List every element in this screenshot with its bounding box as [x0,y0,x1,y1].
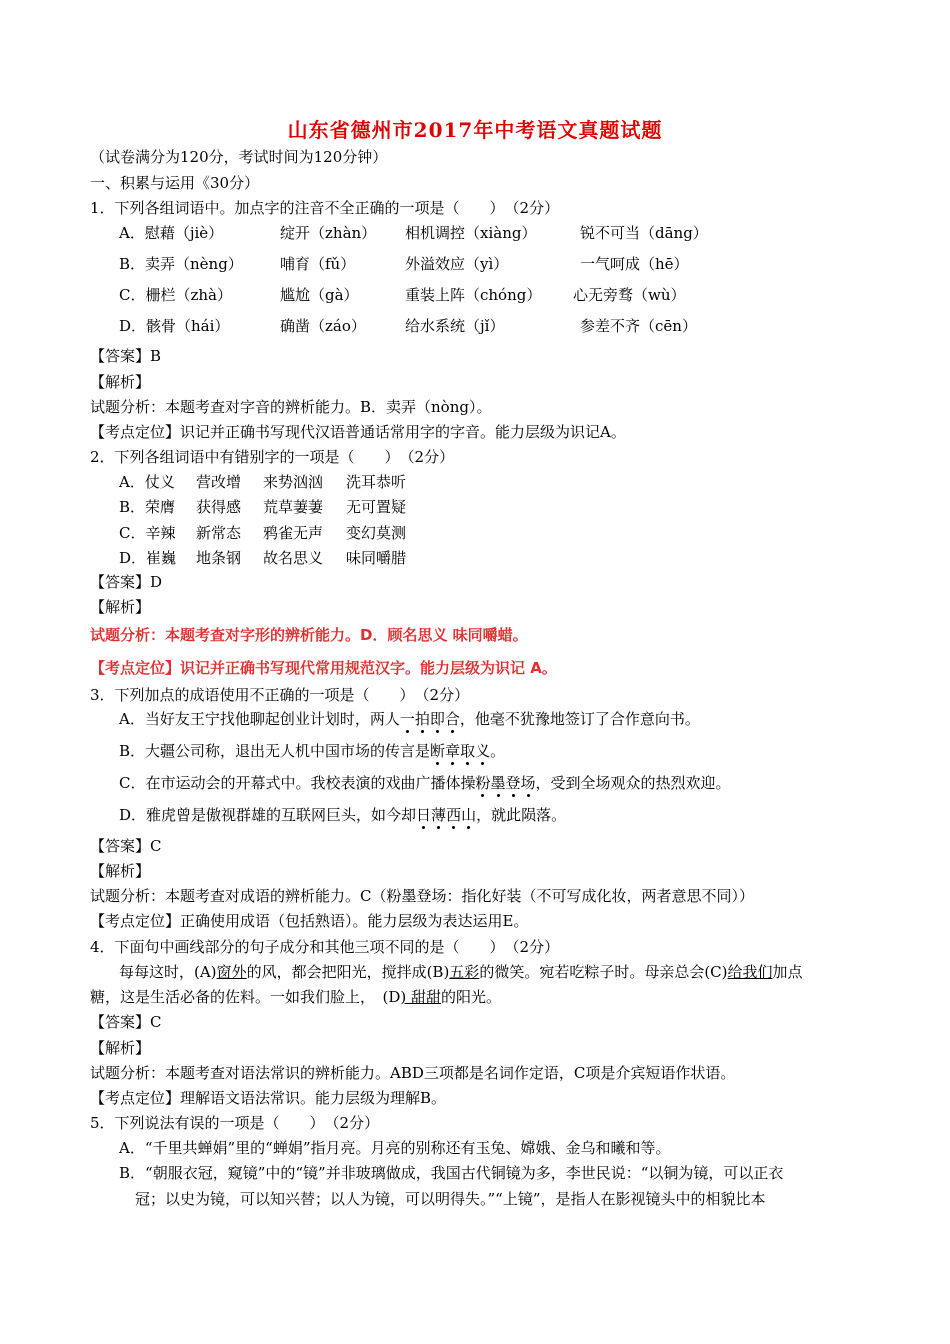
q3-option-a-pre: A．当好友王宁找他聊起创业计划时，两人 [119,710,400,728]
q3-option-d-idiom [416,806,476,824]
q3-option-d [119,804,566,826]
q2-option-c-2: 新常态 [196,524,242,542]
q1-jiexi: 【解析】 [90,373,151,391]
q3-option-a-idiom [400,710,460,728]
q1-option-b-4: 一气呵成（hē） [580,255,689,273]
q2-option-c-3: 鸦雀无声 [263,524,324,542]
q4-underline-a: 窗外 [216,963,247,981]
q4-underline-d: ) 甜甜 [400,988,442,1006]
emphasis-char: 场 [520,774,536,792]
q1-option-b-3: 外溢效应（yì） [405,255,509,273]
emphasis-char: 取 [460,742,476,760]
q4-point: 【考点定位】理解语文语法常识。能力层级为理解B。 [90,1089,447,1107]
q3-option-b [119,740,505,762]
q2-option-a-2: 营改增 [196,473,242,491]
q2-option-b-2: 获得感 [196,498,242,516]
q2-option-a-4: 洗耳恭听 [346,473,407,491]
q1-option-b-1: B．卖弄（nèng） [119,255,243,273]
q4-passage-line1 [119,961,803,983]
q4-text: 的微笑。宛若吃粽子时。母亲总会(C) [479,963,728,981]
q5-option-a: A．“千里共蝉娟”里的“蝉娟”指月亮。月亮的别称还有玉兔、嫦娥、金乌和曦和等。 [119,1139,671,1157]
q4-text: 加点 [772,963,803,981]
emphasis-char: 即 [429,710,445,728]
q2-point: 【考点定位】识记并正确书写现代常用规范汉字。能力层级为识记 A。 [90,659,557,677]
q1-stem: 1．下列各组词语中。加点字的注音不全正确的一项是（ ） （2分） [90,199,560,217]
q1-option-d-3: 给水系统（jǐ） [405,317,505,335]
q2-answer: 【答案】D [90,573,163,591]
q2-option-b-1: B．荣膺 [119,498,176,516]
q2-option-d-3: 故名思义 [263,549,324,567]
emphasis-char: 山 [461,806,477,824]
q3-point: 【考点定位】正确使用成语（包括熟语）。能力层级为表达运用E。 [90,912,529,930]
q3-option-c-post: ，受到全场观众的热烈欢迎。 [535,774,731,792]
q1-option-d-2: 确凿（záo） [280,317,366,335]
q1-point: 【考点定位】识记并正确书写现代汉语普通话常用字的字音。能力层级为识记A。 [90,423,626,441]
q1-answer: 【答案】B [90,347,162,365]
q4-passage-line2 [90,986,501,1008]
q4-stem: 4．下面句中画线部分的句子成分和其他三项不同的是（ ） （2分） [90,938,560,956]
q2-option-c-4: 变幻莫测 [346,524,407,542]
q3-option-d-post: ，就此陨落。 [476,806,567,824]
exam-title: 山东省德州市2017年中考语文真题试题 [287,118,663,142]
q4-underline-c: 给我们 [727,963,773,981]
q3-option-b-post: 。 [490,742,506,760]
q4-text: 每每这时，(A) [119,963,217,981]
q2-analysis: 试题分析：本题考查对字形的辨析能力。D．顾名思义 味同嚼蜡。 [90,626,528,644]
q3-option-b-idiom [430,742,490,760]
q1-option-c-3: 重装上阵（chóng） [405,286,542,304]
q2-option-c-1: C．辛辣 [119,524,176,542]
emphasis-char: 墨 [490,774,506,792]
q2-option-d-4: 味同嚼腊 [346,549,407,567]
q3-option-a-post: ，他毫不犹豫地签订了合作意向书。 [459,710,700,728]
q2-option-b-3: 荒草萋萋 [263,498,324,516]
emphasis-char: 粉 [475,774,491,792]
q3-answer: 【答案】C [90,837,162,855]
q3-option-a [119,708,700,730]
q4-analysis: 试题分析：本题考查对语法常识的辨析能力。ABD三项都是名词作定语，C项是介宾短语作状语。 [90,1064,736,1082]
q3-option-c [119,772,731,794]
emphasis-char: 合 [444,710,460,728]
q2-option-d-2: 地条钢 [196,549,242,567]
emphasis-char: 登 [505,774,521,792]
section-heading: 一、积累与运用《30分） [90,174,260,192]
q1-option-a-3: 相机调控（xiàng） [405,224,537,242]
emphasis-char: 薄 [431,806,447,824]
emphasis-char: 义 [475,742,491,760]
emphasis-char: 拍 [414,710,430,728]
q2-option-b-4: 无可置疑 [346,498,407,516]
q4-answer: 【答案】C [90,1013,162,1031]
q1-option-a-2: 绽开（zhàn） [280,224,377,242]
q3-option-b-pre: B．大疆公司称，退出无人机中国市场的传言是 [119,742,431,760]
exam-note: （试卷满分为120分，考试时间为120分钟） [90,148,388,166]
q3-option-d-pre: D．雅虎曾是傲视群雄的互联网巨头，如今却 [119,806,417,824]
q2-stem: 2．下列各组词语中有错别字的一项是（ ） （2分） [90,448,455,466]
q2-option-a-1: A．仗义 [119,473,175,491]
emphasis-char: 一 [399,710,415,728]
q3-stem: 3．下列加点的成语使用不正确的一项是（ ） （2分） [90,686,470,704]
q3-analysis: 试题分析：本题考查对成语的辨析能力。C（粉墨登场：指化好装（不可写成化妆，两者意思不同）） [90,887,754,905]
emphasis-char: 断 [430,742,446,760]
emphasis-char: 章 [445,742,461,760]
q3-option-c-idiom [475,774,535,792]
q5-option-b-line1: B．“朝服衣冠，窥镜”中的“镜”并非玻璃做成，我国古代铜镜为多，李世民说：“以铜为镜，可以正衣 [119,1164,784,1182]
q2-option-a-3: 来势汹汹 [263,473,324,491]
q3-option-c-pre: C．在市运动会的开幕式中。我校表演的戏曲广播体操 [119,774,476,792]
q3-jiexi: 【解析】 [90,862,151,880]
q4-text: 糖，这是生活必备的佐料。一如我们脸上， (D [90,988,401,1006]
q4-text: 的阳光。 [441,988,502,1006]
q1-option-c-2: 尴尬（gà） [280,286,359,304]
q1-option-c-1: C．栅栏（zhà） [119,286,232,304]
emphasis-char: 西 [446,806,462,824]
emphasis-char: 日 [416,806,432,824]
q2-jiexi: 【解析】 [90,598,151,616]
q1-option-c-4: 心无旁骛（wù） [573,286,686,304]
q1-option-d-4: 参差不齐（cēn） [580,317,697,335]
q4-text: 的风，都会把阳光，搅拌成(B) [246,963,450,981]
q5-option-b-line2: 冠；以史为镜，可以知兴替；以人为镜，可以明得失。”“上镜”，是指人在影视镜头中的相貌比本 [135,1190,766,1208]
q1-option-a-4: 锐不可当（dāng） [580,224,708,242]
q2-option-d-1: D．崔巍 [119,549,177,567]
q5-stem: 5．下列说法有误的一项是（ ） （2分） [90,1114,380,1132]
q1-analysis: 试题分析：本题考查对字音的辨析能力。B．卖弄（nòng）。 [90,398,492,416]
q1-option-d-1: D．骸骨（hái） [119,317,230,335]
q4-jiexi: 【解析】 [90,1039,151,1057]
q1-option-b-2: 哺育（fǔ） [280,255,356,273]
q1-option-a-1: A．慰藉（jiè） [119,224,224,242]
q4-underline-b: 五彩 [449,963,480,981]
